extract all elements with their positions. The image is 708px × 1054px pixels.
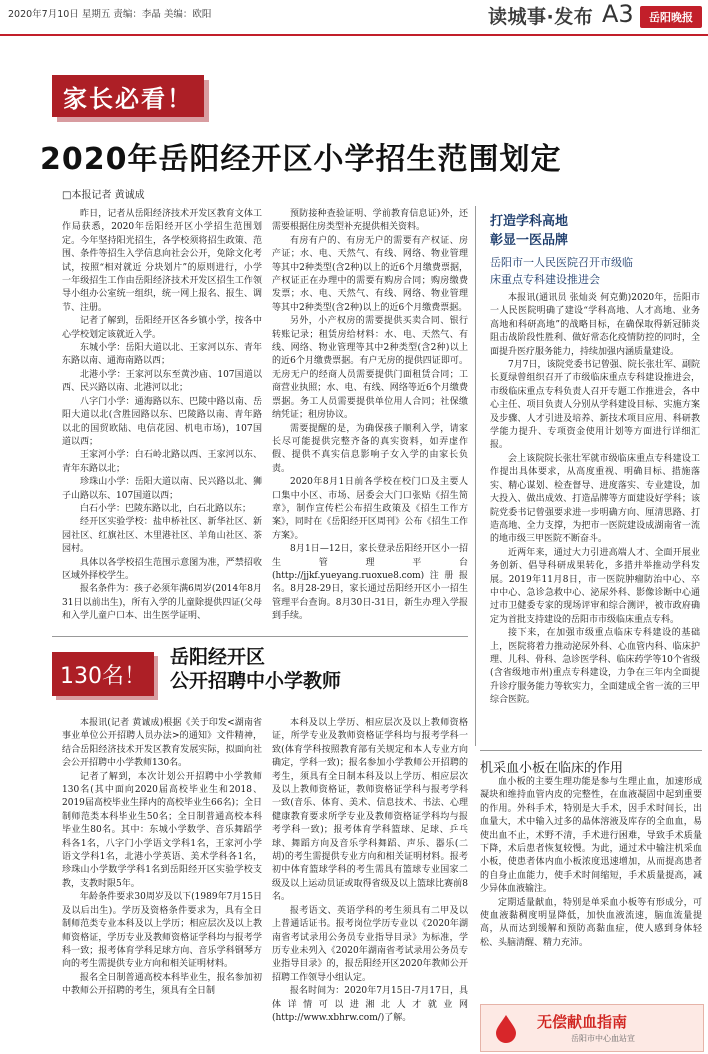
paragraph: 本报讯(记者 黄诚成)根据《关于印发<湖南省事业单位公开招聘人员办法>的通知》文件精神，结合岳阳经济技术开发区教育发展实际，拟面向社会公开招聘中小学教师130名。 [62, 718, 262, 769]
paragraph: 另外，小产权房的需要提供买卖合同、银行转账记录；租赁房给材料：水、电、天然气、有线、网络、物业管理等其中2种类型(含2种)以上的近6个月缴费票据。有户无房的提供四证即可。无房无户的经商人员需要提供门面租赁合同；工商营业执照；水、电、有线、网络等近6个月缴费票据。务工人员需要提供单位用人合同；社保缴纳凭证；租房协议。 [272, 316, 468, 421]
box-title: 机采血小板在临床的作用 [480, 761, 624, 776]
side-title-line: 彰显一医品牌 [490, 233, 569, 248]
paragraph: 报名条件为：孩子必须年满6周岁(2014年8月31日以前出生)，所有入学的儿童除提供四证(父母和入学儿童户口本、出生医学证明、 [62, 584, 262, 622]
side-title-line: 打造学科高地 [490, 214, 569, 229]
side-subtitle-line: 床重点专科建设推进会 [490, 273, 600, 286]
paragraph: 昨日，记者从岳阳经济技术开发区教育文体工作局获悉，2020年岳阳经开区小学招生范围划定。今年坚持阳光招生，各学校须将招生政策、范围、条件等招生入学信息向社会公开，免除文化考试，按照“相对就近 分块划片”的原则进行，小学一年级招生工作由岳阳经济技术开发区招生工作领导小组办公室统一组织，统一网上报名、报生、调节、注册。 [62, 209, 262, 313]
box-divider [480, 750, 702, 751]
date-editor-line: 2020年7月10日 星期五 责编：李晶 美编：欧阳 [8, 9, 212, 20]
side-article-title [490, 212, 568, 250]
blood-drop-icon [491, 1013, 521, 1043]
article1-column-2 [272, 208, 468, 628]
paragraph: 东城小学：岳阳大道以北、王家河以东、青年东路以南、通海南路以西； [62, 343, 262, 367]
paragraph: 血小板的主要生理功能是参与生理止血，加速形成凝块和维持血管内皮的完整性，在血液凝固中起到重要的作用。外科手术，特别是大手术，因手术时间长，出血量大，术中输入过多的晶体溶液及库存的全血血，易使出血不止，术野不清，手术进行困难，导致手术质量下降，术后患者恢复较慢。为此，通过术中输注机采血小板，使患者体内血小板浓度迅速增加，从而提高患者的自身止血能力，使手术时间缩短，手术质量提高，减少异体血液输注。 [480, 777, 702, 895]
paragraph: 本报讯(通讯员 张灿炎 何克勤)2020年，岳阳市一人民医院明确了建设“学科高地、人才高地、业务高地和科研高地”的战略目标，在确保取得新冠肺炎阻击战阶段性胜利、做好常态化疫情防控的同时，全面提升医疗服务能力，持续加强内涵质量建设。 [490, 293, 700, 357]
paragraph: 报名时间为：2020年7月15日-7月17日，具体详情可以进湘北人才就业网(http://www.xbhrw.com/)了解。 [272, 986, 468, 1023]
side-article-body [490, 292, 700, 744]
box-body [480, 776, 702, 1000]
paragraph: 需要提醒的是，为确保孩子顺利入学，请家长尽可能提供完整齐备的真实资料，如弄虚作假、提供不真实信息影响子女入学的由家长负责。 [272, 423, 468, 474]
paragraph: 预防接种查验证明、学前教育信息证)外，还需要根据住房类型补充提供相关资料。 [272, 209, 468, 233]
side-subtitle-line: 岳阳市一人民医院召开市级临 [490, 256, 633, 269]
paragraph: 王家河小学：白石岭北路以西、王家河以东、青年东路以北； [62, 450, 262, 474]
paragraph: 近两年来，通过大力引进高端人才、全面开展业务创新、倡导科研成果转化，多措并举推动学科发展。2019年11月8日，市一医院肿瘤防治中心、卒中中心、急诊急救中心、泌尿外科、影像诊断中心通过市卫健委专家的现场评审和综合测评，被市政府确定为首批支持建设的岳阳市市级临床重点专科。 [490, 547, 700, 625]
paragraph: 具体以各学校招生范围示意图为准，严禁招收区域外择校学生。 [62, 557, 262, 581]
headline-line: 岳阳经开区 [170, 646, 266, 668]
main-headline: 2020年岳阳经开区小学招生范围划定 [40, 142, 562, 177]
paragraph: 年龄条件要求30周岁及以下(1989年7月15日及以后出生)。学历及资格条件要求为，具有全日制师范类专业本科及以上学历；相应层次及以上教师资格证，学历专业及教师资格证学科均与报考学科一致；报考体育学科足球方向、音乐学科钢琴方向的考生需提供专业方向和相关证明材料。 [62, 892, 262, 970]
article2-column-1 [62, 717, 262, 1051]
banner-subtitle: 岳阳市中心血站宣 [571, 1034, 635, 1043]
paragraph: 报考语文、英语学科的考生须具有二甲及以上普通话证书。报考岗位学历专业以《2020年湖南省考试录用公务员专业指导目录》为标准，学历专业未列入《2020年湖南省考试录用公务员专业指导目录》的，报岳阳经开区2020年教师公开招聘工作领导小组认定。 [272, 905, 468, 983]
paragraph: 8月1日—12日，家长登录岳阳经开区小一招生管理平台(http://jjkf.yueyang.ruoxue8.com)注册报名。8月28-29日，家长通过岳阳经开区小一招生管理平台查询。8月30日-31日，新生办理入学报到手续。 [272, 544, 468, 622]
paragraph: 北港小学：王家河以东至黄沙庙、107国道以西、民兴路以南、北港河以北； [62, 369, 262, 394]
paragraph: 经开区实验学校：盐申桥社区、新华社区、新园社区、红旗社区、木里港社区、羊角山社区、茶园村。 [62, 517, 262, 555]
paragraph: 白石小学：巴陵东路以北，白石北路以东； [80, 503, 252, 514]
article2-column-2 [272, 717, 468, 1051]
banner-title: 无偿献血指南 [537, 1013, 628, 1031]
paragraph: 定期适量献血，特别是单采血小板等有形成分，可使血液黏稠度明显降低，加快血液流速，脑血流量提高，从而达到缓解和预防高黏血症，使人感到身体轻松、头脑清醒、精力充沛。 [480, 897, 702, 948]
headline-line: 公开招聘中小学教师 [170, 670, 342, 692]
paragraph: 珍珠山小学：岳阳大道以南、民兴路以北、狮子山路以东、107国道以西； [62, 477, 262, 501]
paragraph: 接下来，在加强市级重点临床专科建设的基础上，医院将着力推动泌尿外科、心血管内科、临床护理、儿科、骨科、急诊医学科、临床药学等10个省级(含省级地市州)重点专科建设，力争在三年内全面提升诊疗服务能力等软实力，全面建成全省一流的三甲综合医院。 [490, 628, 700, 706]
article1-column-1 [62, 208, 262, 628]
newspaper-logo: 岳阳晚报 [640, 6, 702, 28]
paragraph: 2020年8月1日前各学校在校门口及主要人口集中小区、市场、居委会大门口张贴《招生简章》，制作宣传栏公布招生政策及《招生工作方案》，同时在《岳阳经开区周刊》公布《招生工作方案》。 [272, 477, 468, 541]
section-title: 读城事·发布 [488, 6, 594, 28]
side-article-subtitle [490, 254, 633, 288]
count-badge: 130名！ [52, 652, 154, 696]
paragraph: 记者了解到，岳阳经开区各乡镇小学，按各中心学校划定该就近入学。 [62, 316, 262, 340]
paragraph: 记者了解到，本次计划公开招聘中小学教师130名(其中面向2020届高校毕业生和2018、2019届高校毕业生择内的高校毕业生66名)；全日制师范类本科毕业生50名；全日制普通高校本科毕业生80名。其中：东城小学数学、音乐舞蹈学科各1名，八字门小学语文学科1名，王家河小学语文学科1名，北港小学英语、美术学科各1名，珍珠山小学数学学科1名到岳阳经开区实验学校支教，支教时限5年。 [62, 771, 262, 889]
paragraph: 本科及以上学历、相应层次及以上教师资格证，所学专业及教师资格证学科均与报考学科一致(体育学科按照教育部有关规定和本人专业方向确定，学科一致)；报名参加小学教师公开招聘的考生，须具有全日制本科及以上学历、相应层次及以上教师资格证，教师资格证学科与报考学科一致(音乐、体育、美术、信息技术、书法、心理健康教育要求所学专业及教师资格证学科均与报考学科一致)；报考体育学科篮球、足球、乒乓球、舞蹈方向及音乐学科舞蹈、声乐、器乐(二胡)的考生需提供专业方向和相关证明材料。报考初中体育篮球学科的考生需具有篮球专业国家二级及以上运动员证或取得省级及以上篮球比赛前8名。 [272, 718, 468, 903]
paragraph: 7月7日，该院党委书记曾强、院长张壮军、副院长夏绿曾组织召开了市级临床重点专科建设推进会，市级临床重点专科负责人召开专题工作推进会，各中心主任、项目负责人分别从学科建设目标、实施方案及步骤、人才引进及培养、新技术项目应用、科研教学能力提升、专项资金使用计划等方面进行详细汇报。 [490, 360, 700, 451]
header-rule [0, 34, 708, 36]
paragraph: 有房有户的、有房无户的需要有产权证、房产证；水、电、天然气、有线、网络、物业管理等其中2种类型(含2种)以上的近6个月缴费票据，产权证正在办理中的需要有购房合同；购房缴费发票；水、电、天然气、有线、网络、物业管理等其中2种类型(含2种)以上的近6个月缴费票据。 [272, 235, 468, 313]
paragraph: 会上该院院长张壮军就市级临床重点专科建设工作提出具体要求，从高度重视、明确目标、措施落实、精心谋划、检查督导、进度落实、专业建设，加大投入、做出成效、打造品牌等方面建设好学科；该院党委书记曾强要求进一步明确方向、厘清思路、打造高地、全力支撑，为把市一医院建设成湖南省一流的地市级三甲医院不断奋斗。 [490, 453, 700, 545]
paragraph: 八字门小学：通海路以东、巴陵中路以南、岳阳大道以北(含胜园路以东、巴陵路以南、青年路以北的国贸欧陆、电信花园、机电市场)，107国道以西； [62, 396, 262, 447]
section-divider [52, 636, 468, 637]
paragraph: 报名全日制普通高校本科毕业生，报名参加初中教师公开招聘的考生，须具有全日制 [62, 972, 262, 997]
kicker-label: 家长必看！ [52, 75, 204, 117]
column-divider [475, 206, 476, 746]
page-number: A3 [602, 0, 634, 28]
blood-donation-banner [480, 1004, 704, 1052]
byline: □本报记者 黄诚成 [62, 190, 145, 201]
article2-headline [170, 645, 341, 693]
